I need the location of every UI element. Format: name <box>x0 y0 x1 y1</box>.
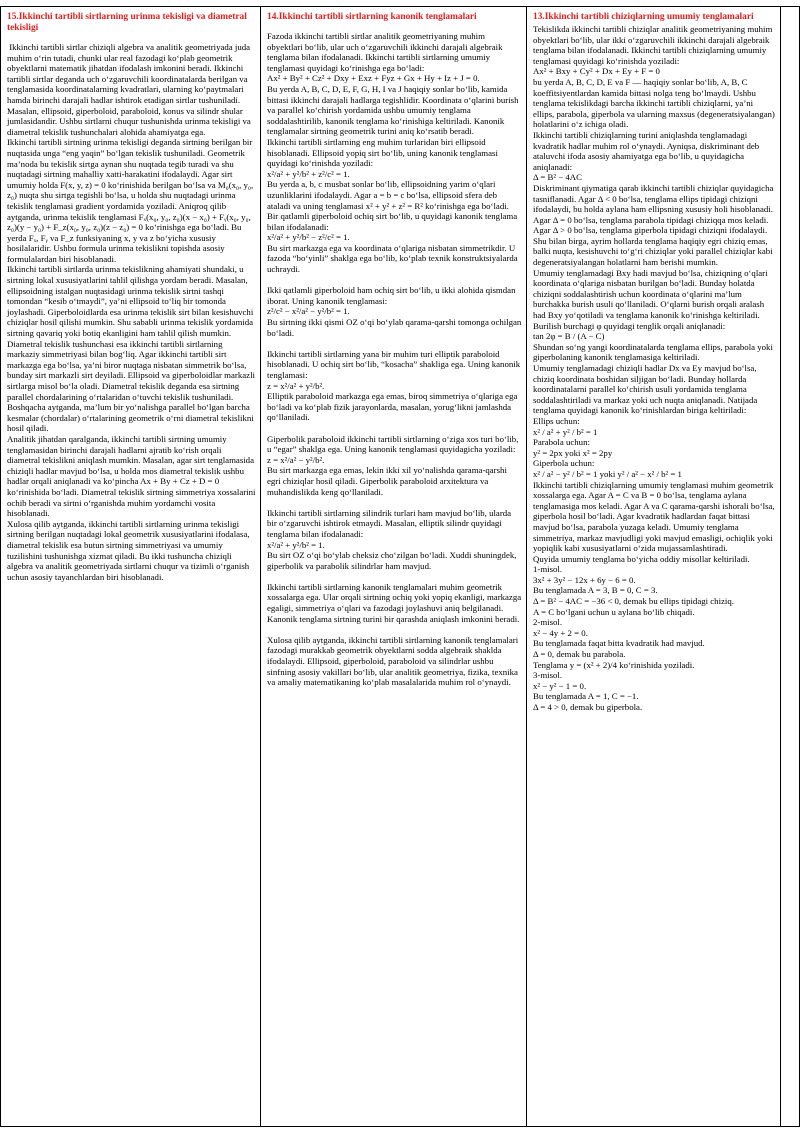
document-table <box>0 6 800 1127</box>
column-topic-13 <box>527 7 781 1126</box>
column-topic-14 <box>261 7 527 1126</box>
topic-14-body: Fazoda ikkinchi tartibli sirtlar analitik geometriyaning muhim obyektlari bo‘lib, ular uch o‘zgaruvchili ikkinchi darajali algebraik tenglama bilan ifodalanadi. Ikkinchi tartibli sirtlarning umumiy tenglamasi quyidagi ko‘rinishga ega bo‘ladi: Ax² + By² + Cz² + Dxy + Exz + Fyz + Gx + Hy + Iz + J = 0. Bu yerda A, B, C, D, E, F, G, H, I va J haqiqiy sonlar bo‘lib, kamida bittasi ikkinchi darajali hadlarga tegishlidir. Koordinata o‘qlarini burish va parallel ko‘chirish yordamida ushbu umumiy tenglama soddalashtirilib, kanonik tenglama ko‘rinishiga keltiriladi. Kanonik tenglamalar sirtning geometrik turini aniq ko‘rsatib beradi. Ikkinchi tartibli sirtlarning eng muhim turlaridan biri ellipsoid hisoblanadi. Ellipsoid yopiq sirt bo‘lib, uning kanonik tenglamasi quyidagi ko‘rinishda yoziladi: x²/a² + y²/b² + z²/c² = 1. Bu yerda a, b, c musbat sonlar bo‘lib, ellipsoidning yarim o‘qlari uzunliklarini ifodalaydi. Agar a = b = c bo‘lsa, ellipsoid sfera deb ataladi va uning tenglamasi x² + y² + z² = R² ko‘rinishga ega bo‘ladi. Bir qatlamli giperboloid ochiq sirt bo‘lib, u quyidagi kanonik tenglama bilan ifodalanadi: x²/a² + y²/b² − z²/c² = 1. Bu sirt markazga ega va koordinata o‘qlariga nisbatan simmetrikdir. U fazoda “bo‘yinli” shaklga ega bo‘lib, ko‘plab texnik konstruktsiyalarda uchraydi. Ikki qatlamli giperboloid ham ochiq sirt bo‘lib, u ikki alohida qismdan iborat. Uning kanonik tenglamasi: z²/c² − x²/a² − y²/b² = 1. Bu sirtning ikki qismi OZ o‘qi bo‘ylab qarama-qarshi tomonga ochilgan bo‘ladi. Ikkinchi tartibli sirtlarning yana bir muhim turi elliptik paraboloid hisoblanadi. U ochiq sirt bo‘lib, “kosacha” shakliga ega. Uning kanonik tenglamasi: z = x²/a² + y²/b². Elliptik paraboloid markazga ega emas, biroq simmetriya o‘qlariga ega bo‘ladi va ko‘plab fizik jarayonlarda, masalan, yorug‘likni jamlashda qo‘llaniladi. Giperbolik paraboloid ikkinchi tartibli sirtlarning o‘ziga xos turi bo‘lib, u “egar” shaklga ega. Uning kanonik tenglamasi quyidagicha yoziladi: z = x²/a² − y²/b². Bu sirt markazga ega emas, lekin ikki xil yo‘nalishda qarama-qarshi egri chiziqlar hosil qiladi. Giperbolik paraboloid arxitektura va muhandislikda keng qo‘llaniladi. Ikkinchi tartibli sirtlarning silindrik turlari ham mavjud bo‘lib, ularda bir o‘zgaruvchi ishtirok etmaydi. Masalan, elliptik silindr quyidagi tenglama bilan ifodalanadi: x²/a² + y²/b² = 1. Bu sirt OZ o‘qi bo‘ylab cheksiz cho‘zilgan bo‘ladi. Xuddi shuningdek, giperbolik va parabolik silindrlar ham mavjud. Ikkinchi tartibli sirtlarning kanonik tenglamalari muhim geometrik xossalarga ega. Ular orqali sirtning ochiq yoki yopiq ekanligi, markazga egaligi, simmetriya o‘qlari va fazodagi joylashuvi aniq belgilanadi. Kanonik tenglama sirtning turini bir qarashda aniqlash imkonini beradi. Xulosa qilib aytganda, ikkinchi tartibli sirtlarning kanonik tenglamalari fazodagi murakkab geometrik obyektlarni sodda algebraik shaklda ifodalaydi. Ellipsoid, giperboloid, paraboloid va silindrlar ushbu sinfning asosiy vakillari bo‘lib, ular analitik geometriya, fizika, texnika va amaliy matematikaning ko‘plab masalalarida muhim rol o‘ynaydi. <box>267 31 522 688</box>
column-topic-15 <box>1 7 261 1126</box>
topic-14-title: 14.Ikkinchi tartibli sirtlarning kanonik tenglamalari <box>267 12 477 22</box>
column-empty <box>781 7 799 1126</box>
topic-13-body: Tekislikda ikkinchi tartibli chiziqlar analitik geometriyaning muhim obyektlari bo‘lib, ular ikki o‘zgaruvchili ikkinchi darajali algebraik tenglama bilan ifodalanadi. Ikkinchi tartibli chiziqlarning umumiy tenglamasi quyidagi ko‘rinishda yoziladi: Ax² + Bxy + Cy² + Dx + Ey + F = 0 bu yerda A, B, C, D, E va F — haqiqiy sonlar bo‘lib, A, B, C koeffitsiyentlardan kamida bittasi nolga teng bo‘lmaydi. Ushbu tenglama tekislikdagi barcha ikkinchi tartibli chiziqlarni, ya’ni ellips, parabola, giperbola va ularning maxsus (degeneratsiyalangan) holatlarini o‘z ichiga oladi. Ikkinchi tartibli chiziqlarning turini aniqlashda tenglamadagi kvadratik hadlar muhim rol o‘ynaydi. Ayniqsa, diskriminant deb ataluvchi ifoda asosiy ahamiyatga ega bo‘lib, u quyidagicha aniqlanadi: Δ = B² − 4AC Diskriminant qiymatiga qarab ikkinchi tartibli chiziqlar quyidagicha tasniflanadi. Agar Δ < 0 bo‘lsa, tenglama ellips tipidagi chiziqni ifodalaydi, bu holda aylana ham ellipsning xususiy holi hisoblanadi. Agar Δ = 0 bo‘lsa, tenglama parabola tipidagi chiziqqa mos keladi. Agar Δ > 0 bo‘lsa, tenglama giperbola tipidagi chiziqni ifodalaydi. Shu bilan birga, ayrim hollarda tenglama haqiqiy egri chiziq emas, balki nuqta, kesishuvchi to‘g‘ri chiziqlar yoki parallel chiziqlar kabi degeneratsiyalangan holatlarni ham berishi mumkin. Umumiy tenglamadagi Bxy hadi mavjud bo‘lsa, chiziqning o‘qlari koordinata o‘qlariga nisbatan burilgan bo‘ladi. Bunday holatda chiziqni soddalashtirish uchun koordinata o‘qlarini ma’lum burchakka burish usuli qo‘llaniladi. O‘qlarni burish orqali aralash had Bxy yo‘qotiladi va tenglama kanonik ko‘rinishga keltiriladi. Burilish burchagi φ quyidagi tenglik orqali aniqlanadi: tan 2φ = B / (A − C) Shundan so‘ng yangi koordinatalarda tenglama ellips, parabola yoki giperbolaning kanonik tenglamasiga keltiriladi. Umumiy tenglamadagi chiziqli hadlar Dx va Ey mavjud bo‘lsa, chiziq koordinata boshidan siljigan bo‘ladi. Bunday hollarda koordinatalarni parallel ko‘chirish usuli yordamida tenglama soddalashtiriladi va markaz yoki uch nuqta aniqlanadi. Natijada tenglama quyidagi kanonik ko‘rinishlardan biriga keltiriladi: Ellips uchun: x² / a² + y² / b² = 1 Parabola uchun: y² = 2px yoki x² = 2py Giperbola uchun: x² / a² − y² / b² = 1 yoki y² / a² − x² / b² = 1 Ikkinchi tartibli chiziqlarning umumiy tenglamasi muhim geometrik xossalarga ega. Agar A = C va B = 0 bo‘lsa, tenglama aylana tenglamasiga mos keladi. Agar A va C qarama-qarshi ishorali bo‘lsa, giperbola hosil bo‘ladi. Agar kvadratik hadlardan faqat bittasi mavjud bo‘lsa, parabola yuzaga keladi. Umumiy tenglama simmetriya, markaz mavjudligi yoki mavjud emasligi, ochiqlik yoki yopiqlik kabi xususiyatlarni o‘zida mujassamlashtiradi. Quyida umumiy tenglama bo‘yicha oddiy misollar keltiriladi. 1-misol. 3x² + 3y² − 12x + 6y − 6 = 0. Bu tenglamada A = 3, B = 0, C = 3. Δ = B² − 4AC = −36 < 0, demak bu ellips tipidagi chiziq. A = C bo‘lgani uchun u aylana bo‘lib chiqadi. 2-misol. x² − 4y + 2 = 0. Bu tenglamada faqat bitta kvadratik had mavjud. Δ = 0, demak bu parabola. Tenglama y = (x² + 2)/4 ko‘rinishida yoziladi. 3-misol. x² − y² − 1 = 0. Bu tenglamada A = 1, C = −1. Δ = 4 > 0, demak bu giperbola. <box>533 24 775 712</box>
topic-15-title: 15.Ikkinchi tartibli sirtlarning urinma tekisligi va diametral tekisligi <box>7 12 247 33</box>
topic-13-title: 13.Ikkinchi tartibli chiziqlarning umumiy tenglamalari <box>533 12 754 22</box>
topic-15-body: Ikkinchi tartibli sirtlar chiziqli algebra va analitik geometriyada juda muhim o‘rin tutadi, chunki ular real fazodagi ko‘plab geometrik obyektlarni matematik jihatdan ifodalash imkonini beradi. Ikkinchi tartibli sirtlar deganda uch o‘zgaruvchili koordinatalarda berilgan va tenglamasida koordinatalarning kvadratlari, ularning ko‘paytmalari hamda birinchi darajali hadlar ishtirok etadigan sirtlar tushuniladi. Masalan, ellipsoid, giperboloid, paraboloid, konus va silindr shular jumlasidandir. Ushbu sirtlarni chuqur tushunishda urinma tekisligi va diametral tekislik tushunchalari alohida ahamiyatga ega. Ikkinchi tartibli sirtning urinma tekisligi deganda sirtning berilgan bir nuqtasida unga “eng yaqin” bo‘lgan tekislik tushuniladi. Geometrik ma’noda bu tekislik sirtga aynan shu nuqtada tegib turadi va shu nuqtadagi sirtning mahalliy xatti-harakatini ifodalaydi. Agar sirt umumiy holda F(x, y, z) = 0 ko‘rinishida berilgan bo‘lsa va M₀(x₀, y₀, z₀) nuqta shu sirtga tegishli bo‘lsa, u holda shu nuqtadagi urinma tekislik tenglamasi gradient yordamida yoziladi. Aniqroq qilib aytganda, urinma tekislik tenglamasi Fₓ(x₀, y₀, z₀)(x − x₀) + Fᵧ(x₀, y₀, z₀)(y − y₀) + F_z(x₀, y₀, z₀)(z − z₀) = 0 ko‘rinishga ega bo‘ladi. Bu yerda Fₓ, Fᵧ va F_z funksiyaning x, y va z bo‘yicha xususiy hosilalaridir. Ushbu formula urinma tekislikni topishda asosiy formulalardan biri hisoblanadi. Ikkinchi tartibli sirtlarda urinma tekislikning ahamiyati shundaki, u sirtning lokal xususiyatlarini tahlil qilishga yordam beradi. Masalan, ellipsoidning istalgan nuqtasidagi urinma tekislik sirtni tashqi tomondan “kesib o‘tmaydi”, ya’ni ellipsoid to‘liq bir tomonda joylashadi. Giperboloidlarda esa urinma tekislik sirt bilan kesishuvchi chiziqlar hosil qilishi mumkin. Shu sababli urinma tekislik yordamida sirtning qavariq yoki botiq ekanligini ham tahlil qilish mumkin. Diametral tekislik tushunchasi esa ikkinchi tartibli sirtlarning markaziy simmetriyasi bilan bog‘liq. Agar ikkinchi tartibli sirt markazga ega bo‘lsa, ya’ni biror nuqtaga nisbatan simmetrik bo‘lsa, bunday sirt markazli sirt deyiladi. Ellipsoid va giperboloidlar markazli sirtlarga misol bo‘la oladi. Diametral tekislik deganda esa sirtning parallel chordalarining o‘rtalaridan o‘tuvchi tekislik tushuniladi. Boshqacha aytganda, ma’lum bir yo‘nalishga parallel bo‘lgan barcha kesmalar (chordalar) o‘rtalarining geometrik o‘rni diametral tekislikni hosil qiladi. Analitik jihatdan qaralganda, ikkinchi tartibli sirtning umumiy tenglamasidan birinchi darajali hadlarni ajratib ko‘rish orqali diametral tekislikni aniqlash mumkin. Masalan, agar sirt tenglamasida chiziqli hadlar mavjud bo‘lsa, u holda mos diametral tekislik ushbu hadlar orqali aniqlanadi va ko‘pincha Ax + By + Cz + D = 0 ko‘rinishida bo‘ladi. Diametral tekislik sirtning simmetriya xossalarini ochib beradi va sirtni o‘rganishda muhim yordamchi vosita hisoblanadi. Xulosa qilib aytganda, ikkinchi tartibli sirtlarning urinma tekisligi sirtning berilgan nuqtadagi lokal geometrik xususiyatlarini ifodalasa, diametral tekislik esa butun sirtning simmetriyasi va umumiy tuzilishini tushunishga xizmat qiladi. Bu ikki tushuncha chiziqli algebra va analitik geometriyada sirtlarni chuqur va tizimli o‘rganish uchun asosiy tayanchlardan biri hisoblanadi. <box>7 42 256 582</box>
